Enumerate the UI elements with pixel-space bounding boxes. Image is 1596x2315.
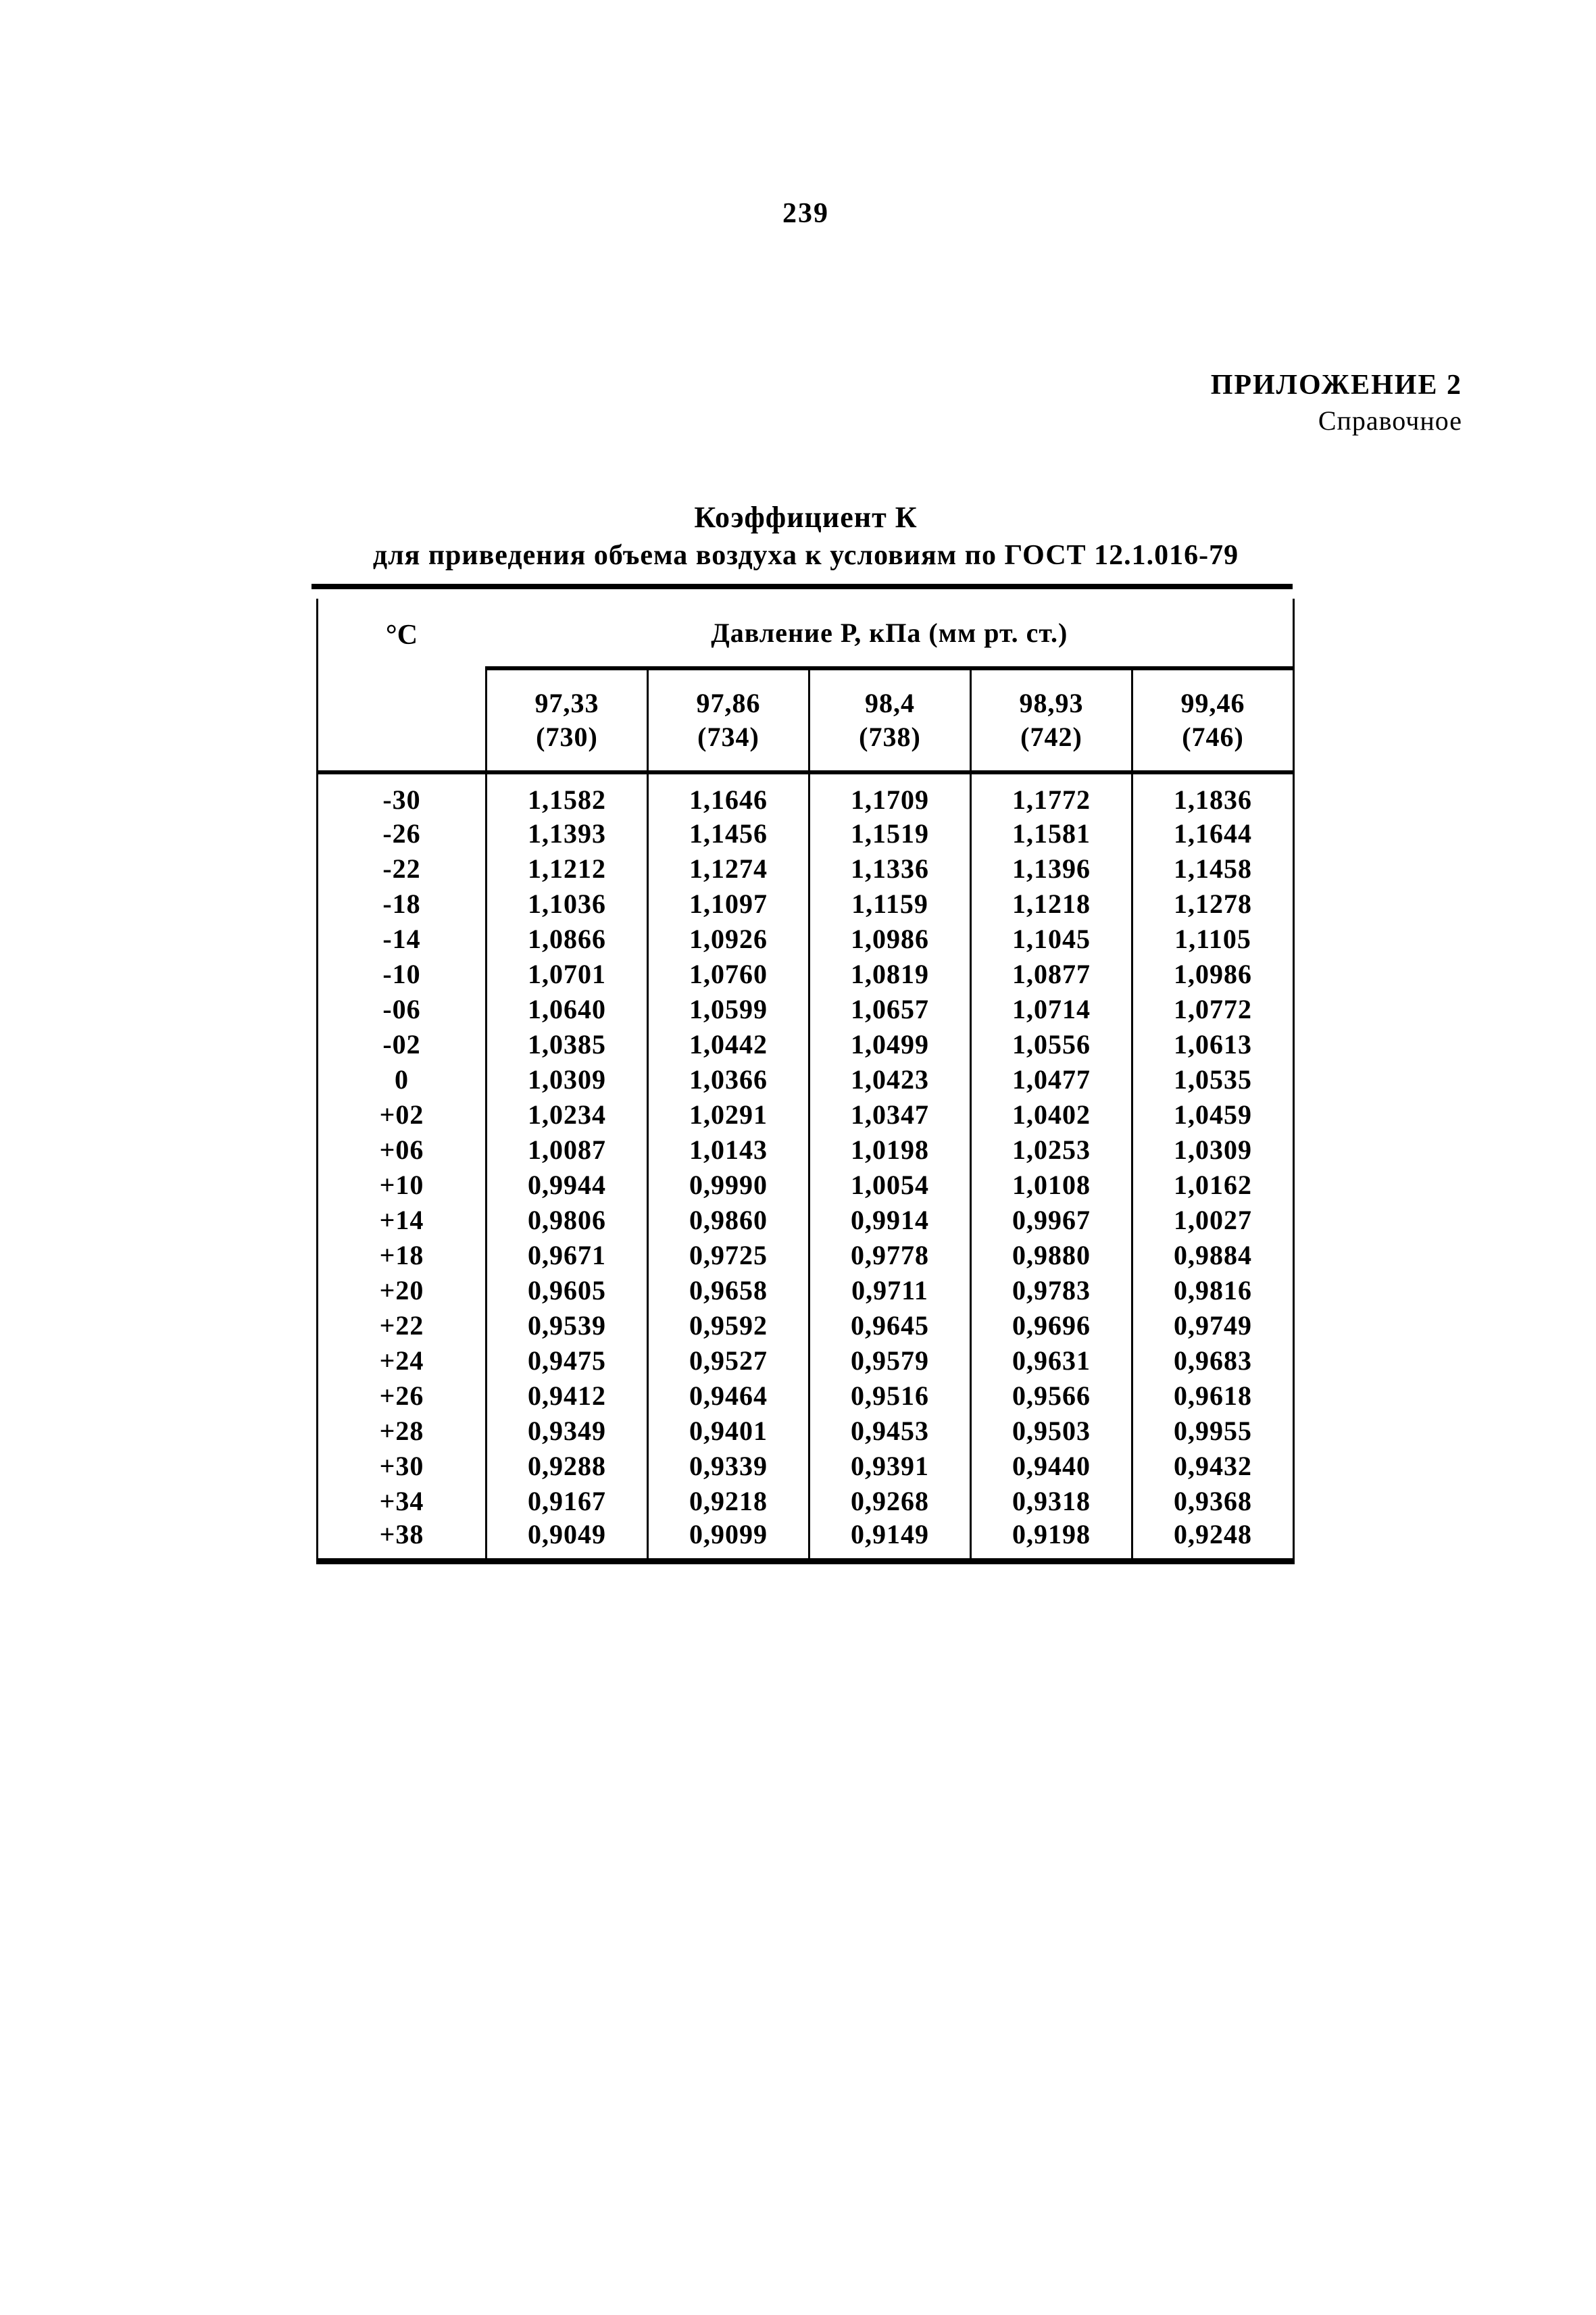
value-cell: 1,1218 [971,886,1132,921]
pressure-kpa-value: 97,33 [534,688,599,718]
value-cell: 0,9914 [809,1202,971,1237]
value-cell: 0,9149 [809,1518,971,1562]
table-row [318,1097,1294,1132]
table-row [318,886,1294,921]
value-cell: 0,9401 [648,1413,809,1448]
value-cell: 1,1646 [648,772,809,816]
value-cell: 1,1709 [809,772,971,816]
value-cell: 1,0198 [809,1132,971,1167]
table-row [318,1237,1294,1272]
value-cell: 0,9955 [1132,1413,1294,1448]
table-row [318,1448,1294,1483]
value-cell: 1,0366 [648,1062,809,1097]
value-cell: 1,1836 [1132,772,1294,816]
value-cell: 1,1456 [648,816,809,851]
temp-cell: +26 [379,1380,424,1411]
table-body [318,772,1294,1562]
table-row [318,1062,1294,1097]
value-cell: 0,9696 [971,1308,1132,1343]
coefficient-table-section [307,500,1304,1564]
pressure-mmhg-value: (742) [1020,722,1082,752]
temp-cell: +30 [379,1450,424,1481]
appendix-block [1211,369,1462,437]
value-cell: 0,9816 [1132,1272,1294,1308]
temp-cell: +10 [379,1169,424,1200]
value-cell: 1,1336 [809,851,971,886]
temp-cell: +22 [379,1310,424,1341]
temp-cell: -30 [382,785,421,815]
value-cell: 1,1393 [487,816,648,851]
value-cell: 1,0291 [648,1097,809,1132]
value-cell: 1,0819 [809,956,971,991]
temp-cell: +24 [379,1345,424,1376]
pressure-mmhg-value: (746) [1182,722,1244,752]
value-cell: 0,9539 [487,1308,648,1343]
value-cell: 0,9516 [809,1378,971,1413]
value-cell: 0,9391 [809,1448,971,1483]
table-row [318,1167,1294,1202]
value-cell: 0,9475 [487,1343,648,1378]
value-cell: 0,9453 [809,1413,971,1448]
table-row [318,956,1294,991]
table-row [318,1413,1294,1448]
value-cell: 0,9605 [487,1272,648,1308]
value-cell: 1,0866 [487,921,648,956]
value-cell: 1,0499 [809,1026,971,1062]
pressure-header: Давление Р, кПа (мм рт. ст.) [487,599,1294,668]
table-header [318,599,1294,772]
table-row [318,772,1294,816]
value-cell: 0,9049 [487,1518,648,1562]
table-row [318,1026,1294,1062]
value-cell: 1,1036 [487,886,648,921]
value-cell: 0,9503 [971,1413,1132,1448]
temp-cell: -02 [382,1028,421,1060]
table-row [318,1343,1294,1378]
value-cell: 0,9432 [1132,1448,1294,1483]
value-cell: 0,9671 [487,1237,648,1272]
value-cell: 1,0143 [648,1132,809,1167]
value-cell: 0,9318 [971,1483,1132,1518]
pressure-mmhg-value: (730) [536,722,598,752]
value-cell: 0,9464 [648,1378,809,1413]
temp-cell: +06 [379,1134,424,1165]
value-cell: 1,0926 [648,921,809,956]
header-row-main [318,599,1294,668]
appendix-subtitle: Справочное [1318,405,1462,436]
pressure-column-header [487,668,648,772]
table-row [318,1132,1294,1167]
value-cell: 1,1582 [487,772,648,816]
table-row [318,991,1294,1026]
value-cell: 1,1519 [809,816,971,851]
table-row [318,1378,1294,1413]
value-cell: 1,0234 [487,1097,648,1132]
value-cell: 1,0442 [648,1026,809,1062]
table-subtitle: для приведения объема воздуха к условиям по ГОСТ 12.1.016-79 [372,540,1239,571]
value-cell: 1,0087 [487,1132,648,1167]
value-cell: 0,9880 [971,1237,1132,1272]
value-cell: 0,9683 [1132,1343,1294,1378]
value-cell: 1,0640 [487,991,648,1026]
value-cell: 1,0108 [971,1167,1132,1202]
value-cell: 1,0402 [971,1097,1132,1132]
table-row [318,1272,1294,1308]
temp-cell: +02 [379,1099,424,1130]
value-cell: 0,9967 [971,1202,1132,1237]
temp-cell: +18 [379,1239,424,1270]
value-cell: 1,0760 [648,956,809,991]
temp-cell: +28 [379,1415,424,1446]
value-cell: 1,0309 [487,1062,648,1097]
value-cell: 1,0459 [1132,1097,1294,1132]
pressure-mmhg-value: (734) [697,722,759,752]
table-title: Коэффициент К [694,501,918,534]
value-cell: 1,1644 [1132,816,1294,851]
value-cell: 0,9579 [809,1343,971,1378]
temp-cell: -06 [382,993,421,1024]
value-cell: 1,1105 [1132,921,1294,956]
temp-cell: -10 [382,958,421,989]
value-cell: 1,1212 [487,851,648,886]
value-cell: 1,1772 [971,772,1132,816]
pressure-kpa-value: 98,93 [1019,688,1084,718]
value-cell: 0,9990 [648,1167,809,1202]
value-cell: 1,0162 [1132,1167,1294,1202]
pressure-column-header [1132,668,1294,772]
pressure-kpa-value: 99,46 [1180,688,1245,718]
value-cell: 1,1278 [1132,886,1294,921]
temp-cell: +38 [379,1519,424,1549]
value-cell: 0,9860 [648,1202,809,1237]
value-cell: 1,1396 [971,851,1132,886]
value-cell: 0,9566 [971,1378,1132,1413]
value-cell: 1,0423 [809,1062,971,1097]
value-cell: 0,9631 [971,1343,1132,1378]
value-cell: 0,9749 [1132,1308,1294,1343]
table-row [318,921,1294,956]
value-cell: 0,9944 [487,1167,648,1202]
appendix-title: ПРИЛОЖЕНИЕ 2 [1210,370,1462,401]
value-cell: 1,0477 [971,1062,1132,1097]
value-cell: 0,9198 [971,1518,1132,1562]
temp-cell: -18 [382,888,421,919]
temp-cell: +20 [379,1274,424,1305]
value-cell: 0,9288 [487,1448,648,1483]
temp-cell: +34 [379,1485,424,1516]
value-cell: 0,9268 [809,1483,971,1518]
value-cell: 0,9658 [648,1272,809,1308]
value-cell: 1,0701 [487,956,648,991]
value-cell: 1,1581 [971,816,1132,851]
value-cell: 1,0253 [971,1132,1132,1167]
pressure-column-header [648,668,809,772]
table-row [318,1483,1294,1518]
value-cell: 0,9368 [1132,1483,1294,1518]
value-cell: 0,9725 [648,1237,809,1272]
value-cell: 1,0027 [1132,1202,1294,1237]
value-cell: 1,0986 [809,921,971,956]
value-cell: 0,9167 [487,1483,648,1518]
value-cell: 0,9592 [648,1308,809,1343]
value-cell: 1,0772 [1132,991,1294,1026]
value-cell: 0,9783 [971,1272,1132,1308]
value-cell: 1,0054 [809,1167,971,1202]
value-cell: 1,1458 [1132,851,1294,886]
pressure-kpa-value: 97,86 [696,688,761,718]
value-cell: 0,9884 [1132,1237,1294,1272]
table-row [318,1202,1294,1237]
value-cell: 1,0556 [971,1026,1132,1062]
pressure-column-header [971,668,1132,772]
value-cell: 0,9645 [809,1308,971,1343]
temp-cell: -22 [382,853,421,884]
temp-cell: 0 [395,1064,409,1095]
value-cell: 1,0613 [1132,1026,1294,1062]
value-cell: 0,9527 [648,1343,809,1378]
value-cell: 0,9248 [1132,1518,1294,1562]
temp-cell: -14 [382,923,421,954]
value-cell: 1,0877 [971,956,1132,991]
value-cell: 1,0535 [1132,1062,1294,1097]
table-row [318,1308,1294,1343]
value-cell: 1,0986 [1132,956,1294,991]
value-cell: 0,9440 [971,1448,1132,1483]
value-cell: 1,0385 [487,1026,648,1062]
value-cell: 1,0657 [809,991,971,1026]
pressure-column-header [809,668,971,772]
value-cell: 0,9339 [648,1448,809,1483]
page-number: 239 [782,198,829,229]
value-cell: 1,0599 [648,991,809,1026]
table-row [318,816,1294,851]
value-cell: 1,0347 [809,1097,971,1132]
table-row [318,1518,1294,1562]
value-cell: 0,9349 [487,1413,648,1448]
temp-cell: -26 [382,818,421,849]
value-cell: 0,9778 [809,1237,971,1272]
value-cell: 1,1159 [809,886,971,921]
value-cell: 0,9806 [487,1202,648,1237]
pressure-mmhg-value: (738) [859,722,921,752]
value-cell: 1,1274 [648,851,809,886]
coefficient-table [316,599,1295,1564]
pressure-kpa-value: 98,4 [865,688,915,718]
value-cell: 1,0714 [971,991,1132,1026]
value-cell: 0,9618 [1132,1378,1294,1413]
temp-column-header: °С [318,599,487,772]
value-cell: 0,9711 [809,1272,971,1308]
value-cell: 1,1045 [971,921,1132,956]
value-cell: 0,9218 [648,1483,809,1518]
value-cell: 0,9412 [487,1378,648,1413]
temp-cell: +14 [379,1204,424,1235]
value-cell: 1,1097 [648,886,809,921]
table-row [318,851,1294,886]
table-top-rule [311,584,1293,589]
value-cell: 1,0309 [1132,1132,1294,1167]
value-cell: 0,9099 [648,1518,809,1562]
